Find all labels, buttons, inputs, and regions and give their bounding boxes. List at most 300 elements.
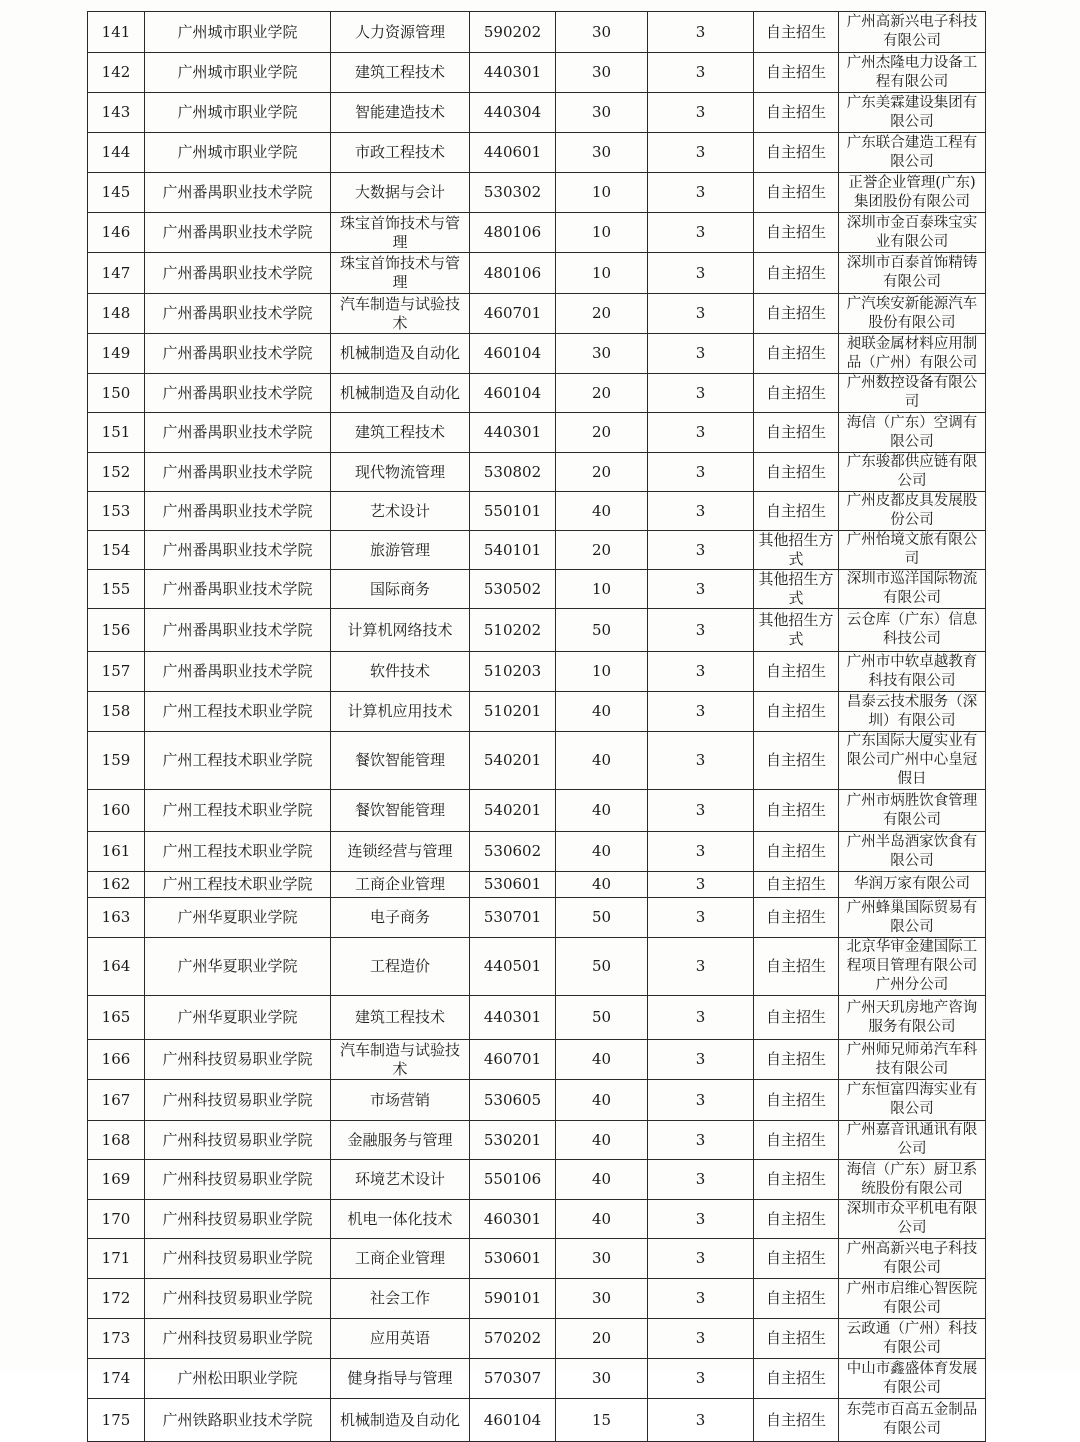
cell-school-name: 广州科技贸易职业学院	[145, 1080, 331, 1121]
cell-major-name: 国际商务	[331, 570, 470, 609]
cell-school-name: 广州科技贸易职业学院	[145, 1040, 331, 1080]
cell-partner-company: 云政通（广州）科技有限公司	[839, 1319, 986, 1359]
cell-school-name: 广州科技贸易职业学院	[145, 1200, 331, 1239]
cell-major-name: 连锁经营与管理	[331, 832, 470, 872]
cell-school-name: 广州番禺职业技术学院	[145, 492, 331, 531]
cell-enrollment-plan: 30	[556, 1359, 648, 1399]
cell-serial-number: 175	[88, 1399, 145, 1442]
cell-major-name: 旅游管理	[331, 531, 470, 570]
table-row	[88, 609, 986, 652]
cell-enrollment-plan: 40	[556, 1200, 648, 1239]
cell-serial-number: 174	[88, 1359, 145, 1399]
cell-serial-number: 147	[88, 253, 145, 294]
cell-enrollment-method: 自主招生	[754, 1040, 839, 1080]
cell-enrollment-plan: 30	[556, 1239, 648, 1279]
cell-major-name: 市政工程技术	[331, 133, 470, 173]
cell-major-name: 人力资源管理	[331, 12, 470, 53]
table-row	[88, 1239, 986, 1279]
cell-enrollment-method: 自主招生	[754, 898, 839, 938]
cell-enrollment-plan: 40	[556, 492, 648, 531]
cell-partner-company: 昌泰云技术服务（深圳）有限公司	[839, 692, 986, 732]
cell-partner-company: 广州数控设备有限公司	[839, 374, 986, 413]
cell-school-name: 广州番禺职业技术学院	[145, 173, 331, 213]
cell-major-code: 440301	[470, 413, 556, 453]
cell-enrollment-plan: 40	[556, 790, 648, 832]
cell-enrollment-method: 自主招生	[754, 1359, 839, 1399]
cell-partner-company: 广州皮都皮具发展股份公司	[839, 492, 986, 531]
cell-enrollment-plan: 30	[556, 53, 648, 93]
cell-enrollment-plan: 15	[556, 1399, 648, 1442]
cell-study-years: 3	[648, 609, 754, 652]
table-row	[88, 872, 986, 898]
cell-major-code: 440304	[470, 93, 556, 133]
table-row	[88, 1121, 986, 1160]
cell-partner-company: 广州市中软卓越教育科技有限公司	[839, 652, 986, 692]
cell-serial-number: 157	[88, 652, 145, 692]
cell-school-name: 广州科技贸易职业学院	[145, 1319, 331, 1359]
cell-enrollment-method: 自主招生	[754, 253, 839, 294]
cell-enrollment-plan: 40	[556, 732, 648, 790]
cell-partner-company: 海信（广东）空调有限公司	[839, 413, 986, 453]
cell-serial-number: 149	[88, 334, 145, 374]
cell-partner-company: 北京华审金建国际工程项目管理有限公司广州分公司	[839, 938, 986, 996]
cell-school-name: 广州华夏职业学院	[145, 938, 331, 996]
cell-serial-number: 155	[88, 570, 145, 609]
table-row	[88, 1319, 986, 1359]
cell-enrollment-method: 自主招生	[754, 1160, 839, 1200]
cell-study-years: 3	[648, 294, 754, 334]
cell-partner-company: 广州高新兴电子科技有限公司	[839, 1239, 986, 1279]
cell-school-name: 广州城市职业学院	[145, 53, 331, 93]
cell-enrollment-method: 其他招生方式	[754, 609, 839, 652]
cell-study-years: 3	[648, 872, 754, 898]
cell-major-code: 530601	[470, 872, 556, 898]
cell-study-years: 3	[648, 938, 754, 996]
cell-enrollment-method: 自主招生	[754, 1080, 839, 1121]
cell-school-name: 广州科技贸易职业学院	[145, 1121, 331, 1160]
cell-enrollment-method: 自主招生	[754, 1239, 839, 1279]
cell-major-name: 工商企业管理	[331, 1239, 470, 1279]
cell-serial-number: 143	[88, 93, 145, 133]
cell-study-years: 3	[648, 1160, 754, 1200]
table-row	[88, 213, 986, 253]
cell-enrollment-plan: 40	[556, 1040, 648, 1080]
cell-major-name: 工商企业管理	[331, 872, 470, 898]
cell-school-name: 广州番禺职业技术学院	[145, 294, 331, 334]
cell-enrollment-method: 自主招生	[754, 1319, 839, 1359]
cell-serial-number: 171	[88, 1239, 145, 1279]
cell-major-code: 590202	[470, 12, 556, 53]
cell-major-code: 550106	[470, 1160, 556, 1200]
cell-major-code: 530601	[470, 1239, 556, 1279]
cell-study-years: 3	[648, 374, 754, 413]
cell-major-name: 机械制造及自动化	[331, 334, 470, 374]
cell-serial-number: 160	[88, 790, 145, 832]
cell-serial-number: 165	[88, 996, 145, 1040]
cell-enrollment-plan: 40	[556, 1080, 648, 1121]
cell-study-years: 3	[648, 133, 754, 173]
cell-serial-number: 154	[88, 531, 145, 570]
cell-school-name: 广州城市职业学院	[145, 93, 331, 133]
table-row	[88, 692, 986, 732]
cell-major-code: 460104	[470, 334, 556, 374]
cell-enrollment-plan: 50	[556, 938, 648, 996]
cell-school-name: 广州工程技术职业学院	[145, 872, 331, 898]
cell-school-name: 广州番禺职业技术学院	[145, 652, 331, 692]
table-row	[88, 898, 986, 938]
table-row	[88, 453, 986, 492]
cell-enrollment-plan: 20	[556, 453, 648, 492]
table-row	[88, 1399, 986, 1442]
cell-school-name: 广州华夏职业学院	[145, 996, 331, 1040]
cell-major-code: 590101	[470, 1279, 556, 1319]
cell-enrollment-plan: 30	[556, 1279, 648, 1319]
cell-school-name: 广州番禺职业技术学院	[145, 570, 331, 609]
cell-major-name: 社会工作	[331, 1279, 470, 1319]
cell-major-code: 530201	[470, 1121, 556, 1160]
cell-partner-company: 广州蜂巢国际贸易有限公司	[839, 898, 986, 938]
cell-enrollment-method: 自主招生	[754, 294, 839, 334]
cell-partner-company: 东莞市百高五金制品有限公司	[839, 1399, 986, 1442]
cell-partner-company: 正誉企业管理(广东)集团股份有限公司	[839, 173, 986, 213]
cell-enrollment-plan: 10	[556, 213, 648, 253]
cell-partner-company: 广东美霖建设集团有限公司	[839, 93, 986, 133]
cell-major-name: 餐饮智能管理	[331, 732, 470, 790]
cell-enrollment-method: 自主招生	[754, 872, 839, 898]
cell-major-code: 460701	[470, 1040, 556, 1080]
cell-school-name: 广州工程技术职业学院	[145, 732, 331, 790]
cell-study-years: 3	[648, 1279, 754, 1319]
cell-study-years: 3	[648, 253, 754, 294]
cell-study-years: 3	[648, 213, 754, 253]
cell-study-years: 3	[648, 1399, 754, 1442]
cell-enrollment-method: 自主招生	[754, 832, 839, 872]
cell-serial-number: 148	[88, 294, 145, 334]
cell-study-years: 3	[648, 1121, 754, 1160]
cell-serial-number: 161	[88, 832, 145, 872]
cell-major-name: 建筑工程技术	[331, 996, 470, 1040]
cell-serial-number: 152	[88, 453, 145, 492]
cell-major-name: 机械制造及自动化	[331, 1399, 470, 1442]
cell-enrollment-plan: 40	[556, 872, 648, 898]
cell-major-name: 环境艺术设计	[331, 1160, 470, 1200]
cell-study-years: 3	[648, 492, 754, 531]
cell-enrollment-plan: 20	[556, 413, 648, 453]
cell-major-code: 570307	[470, 1359, 556, 1399]
enrollment-table-body	[88, 12, 986, 1442]
cell-partner-company: 深圳市众平机电有限公司	[839, 1200, 986, 1239]
cell-major-code: 460104	[470, 374, 556, 413]
table-row	[88, 1040, 986, 1080]
cell-serial-number: 164	[88, 938, 145, 996]
cell-serial-number: 173	[88, 1319, 145, 1359]
cell-study-years: 3	[648, 413, 754, 453]
cell-serial-number: 169	[88, 1160, 145, 1200]
cell-serial-number: 150	[88, 374, 145, 413]
cell-major-code: 550101	[470, 492, 556, 531]
cell-serial-number: 145	[88, 173, 145, 213]
cell-major-code: 530602	[470, 832, 556, 872]
cell-major-code: 530605	[470, 1080, 556, 1121]
cell-enrollment-method: 自主招生	[754, 133, 839, 173]
cell-enrollment-method: 自主招生	[754, 374, 839, 413]
cell-study-years: 3	[648, 996, 754, 1040]
cell-major-name: 软件技术	[331, 652, 470, 692]
cell-school-name: 广州城市职业学院	[145, 133, 331, 173]
cell-serial-number: 153	[88, 492, 145, 531]
cell-major-code: 510202	[470, 609, 556, 652]
cell-serial-number: 144	[88, 133, 145, 173]
table-row	[88, 374, 986, 413]
cell-major-name: 电子商务	[331, 898, 470, 938]
cell-study-years: 3	[648, 732, 754, 790]
cell-major-code: 440301	[470, 53, 556, 93]
cell-serial-number: 172	[88, 1279, 145, 1319]
cell-study-years: 3	[648, 652, 754, 692]
cell-partner-company: 广州杰隆电力设备工程有限公司	[839, 53, 986, 93]
cell-partner-company: 广州半岛酒家饮食有限公司	[839, 832, 986, 872]
cell-study-years: 3	[648, 1200, 754, 1239]
cell-school-name: 广州科技贸易职业学院	[145, 1160, 331, 1200]
table-row	[88, 253, 986, 294]
cell-study-years: 3	[648, 898, 754, 938]
cell-study-years: 3	[648, 1040, 754, 1080]
cell-serial-number: 141	[88, 12, 145, 53]
cell-serial-number: 142	[88, 53, 145, 93]
table-row	[88, 12, 986, 53]
cell-enrollment-method: 自主招生	[754, 173, 839, 213]
cell-major-name: 建筑工程技术	[331, 53, 470, 93]
cell-partner-company: 深圳市巡洋国际物流有限公司	[839, 570, 986, 609]
cell-enrollment-plan: 30	[556, 133, 648, 173]
table-row	[88, 294, 986, 334]
cell-study-years: 3	[648, 173, 754, 213]
cell-study-years: 3	[648, 1080, 754, 1121]
cell-enrollment-plan: 10	[556, 173, 648, 213]
cell-serial-number: 167	[88, 1080, 145, 1121]
cell-enrollment-method: 其他招生方式	[754, 570, 839, 609]
cell-school-name: 广州城市职业学院	[145, 12, 331, 53]
cell-major-name: 珠宝首饰技术与管理	[331, 213, 470, 253]
cell-major-code: 540101	[470, 531, 556, 570]
cell-major-name: 现代物流管理	[331, 453, 470, 492]
cell-major-code: 530502	[470, 570, 556, 609]
table-row	[88, 334, 986, 374]
cell-major-code: 460301	[470, 1200, 556, 1239]
table-row	[88, 413, 986, 453]
cell-serial-number: 159	[88, 732, 145, 790]
cell-school-name: 广州工程技术职业学院	[145, 832, 331, 872]
cell-serial-number: 170	[88, 1200, 145, 1239]
cell-major-name: 汽车制造与试验技术	[331, 294, 470, 334]
cell-enrollment-plan: 20	[556, 374, 648, 413]
cell-school-name: 广州番禺职业技术学院	[145, 374, 331, 413]
cell-major-name: 汽车制造与试验技术	[331, 1040, 470, 1080]
cell-major-name: 市场营销	[331, 1080, 470, 1121]
cell-serial-number: 158	[88, 692, 145, 732]
cell-major-name: 珠宝首饰技术与管理	[331, 253, 470, 294]
cell-partner-company: 广州嘉音讯通讯有限公司	[839, 1121, 986, 1160]
cell-enrollment-plan: 40	[556, 692, 648, 732]
cell-major-code: 530701	[470, 898, 556, 938]
cell-partner-company: 广州天玑房地产咨询服务有限公司	[839, 996, 986, 1040]
cell-enrollment-plan: 50	[556, 996, 648, 1040]
cell-major-code: 460701	[470, 294, 556, 334]
cell-major-name: 健身指导与管理	[331, 1359, 470, 1399]
cell-major-name: 艺术设计	[331, 492, 470, 531]
cell-study-years: 3	[648, 1319, 754, 1359]
cell-enrollment-method: 其他招生方式	[754, 531, 839, 570]
cell-partner-company: 广汽埃安新能源汽车股份有限公司	[839, 294, 986, 334]
cell-study-years: 3	[648, 1239, 754, 1279]
cell-partner-company: 广州高新兴电子科技有限公司	[839, 12, 986, 53]
cell-school-name: 广州番禺职业技术学院	[145, 334, 331, 374]
cell-major-name: 智能建造技术	[331, 93, 470, 133]
cell-enrollment-plan: 20	[556, 531, 648, 570]
cell-enrollment-method: 自主招生	[754, 1121, 839, 1160]
cell-enrollment-method: 自主招生	[754, 1200, 839, 1239]
table-row	[88, 1279, 986, 1319]
cell-partner-company: 深圳市百泰首饰精铸有限公司	[839, 253, 986, 294]
enrollment-table	[87, 11, 986, 1442]
cell-serial-number: 163	[88, 898, 145, 938]
cell-enrollment-plan: 20	[556, 1319, 648, 1359]
cell-serial-number: 151	[88, 413, 145, 453]
cell-enrollment-method: 自主招生	[754, 996, 839, 1040]
cell-partner-company: 广东恒富四海实业有限公司	[839, 1080, 986, 1121]
cell-enrollment-plan: 50	[556, 898, 648, 938]
cell-serial-number: 156	[88, 609, 145, 652]
cell-study-years: 3	[648, 790, 754, 832]
cell-partner-company: 海信（广东）厨卫系统股份有限公司	[839, 1160, 986, 1200]
cell-enrollment-method: 自主招生	[754, 692, 839, 732]
cell-partner-company: 广州市启维心智医院有限公司	[839, 1279, 986, 1319]
table-row	[88, 1160, 986, 1200]
table-row	[88, 1080, 986, 1121]
cell-partner-company: 中山市鑫盛体育发展有限公司	[839, 1359, 986, 1399]
cell-major-name: 大数据与会计	[331, 173, 470, 213]
cell-enrollment-method: 自主招生	[754, 413, 839, 453]
cell-major-code: 440501	[470, 938, 556, 996]
cell-school-name: 广州番禺职业技术学院	[145, 213, 331, 253]
cell-major-code: 480106	[470, 253, 556, 294]
cell-partner-company: 广东联合建造工程有限公司	[839, 133, 986, 173]
cell-study-years: 3	[648, 570, 754, 609]
table-row	[88, 1359, 986, 1399]
cell-school-name: 广州番禺职业技术学院	[145, 253, 331, 294]
cell-enrollment-plan: 20	[556, 294, 648, 334]
cell-study-years: 3	[648, 334, 754, 374]
cell-serial-number: 166	[88, 1040, 145, 1080]
cell-enrollment-method: 自主招生	[754, 790, 839, 832]
cell-partner-company: 广州怡境文旅有限公司	[839, 531, 986, 570]
cell-school-name: 广州番禺职业技术学院	[145, 531, 331, 570]
cell-major-code: 540201	[470, 790, 556, 832]
cell-school-name: 广州松田职业学院	[145, 1359, 331, 1399]
table-row	[88, 832, 986, 872]
cell-partner-company: 深圳市金百泰珠宝实业有限公司	[839, 213, 986, 253]
cell-study-years: 3	[648, 531, 754, 570]
cell-enrollment-method: 自主招生	[754, 453, 839, 492]
cell-major-name: 计算机应用技术	[331, 692, 470, 732]
cell-enrollment-method: 自主招生	[754, 1279, 839, 1319]
cell-major-code: 510201	[470, 692, 556, 732]
cell-major-code: 510203	[470, 652, 556, 692]
cell-major-code: 530802	[470, 453, 556, 492]
table-row	[88, 133, 986, 173]
cell-enrollment-plan: 40	[556, 1160, 648, 1200]
table-row	[88, 938, 986, 996]
cell-partner-company: 广东国际大厦实业有限公司广州中心皇冠假日	[839, 732, 986, 790]
cell-serial-number: 162	[88, 872, 145, 898]
cell-major-name: 计算机网络技术	[331, 609, 470, 652]
table-row	[88, 570, 986, 609]
cell-enrollment-plan: 10	[556, 652, 648, 692]
cell-school-name: 广州工程技术职业学院	[145, 692, 331, 732]
cell-enrollment-method: 自主招生	[754, 938, 839, 996]
cell-school-name: 广州科技贸易职业学院	[145, 1239, 331, 1279]
cell-enrollment-method: 自主招生	[754, 492, 839, 531]
cell-major-name: 机电一体化技术	[331, 1200, 470, 1239]
cell-major-code: 530302	[470, 173, 556, 213]
cell-study-years: 3	[648, 1359, 754, 1399]
table-row	[88, 1200, 986, 1239]
cell-major-name: 工程造价	[331, 938, 470, 996]
cell-study-years: 3	[648, 832, 754, 872]
cell-enrollment-method: 自主招生	[754, 53, 839, 93]
table-row	[88, 790, 986, 832]
cell-major-code: 440301	[470, 996, 556, 1040]
cell-enrollment-plan: 30	[556, 334, 648, 374]
table-row	[88, 732, 986, 790]
cell-partner-company: 广州市炳胜饮食管理有限公司	[839, 790, 986, 832]
cell-enrollment-plan: 30	[556, 93, 648, 133]
cell-major-code: 540201	[470, 732, 556, 790]
cell-enrollment-method: 自主招生	[754, 652, 839, 692]
cell-major-name: 机械制造及自动化	[331, 374, 470, 413]
cell-major-code: 480106	[470, 213, 556, 253]
table-row	[88, 531, 986, 570]
cell-enrollment-method: 自主招生	[754, 12, 839, 53]
cell-enrollment-plan: 30	[556, 12, 648, 53]
cell-enrollment-plan: 40	[556, 1121, 648, 1160]
cell-major-name: 金融服务与管理	[331, 1121, 470, 1160]
cell-major-name: 建筑工程技术	[331, 413, 470, 453]
cell-enrollment-method: 自主招生	[754, 93, 839, 133]
cell-enrollment-plan: 40	[556, 832, 648, 872]
cell-study-years: 3	[648, 93, 754, 133]
cell-partner-company: 广东骏都供应链有限公司	[839, 453, 986, 492]
cell-school-name: 广州番禺职业技术学院	[145, 453, 331, 492]
table-row	[88, 173, 986, 213]
cell-enrollment-method: 自主招生	[754, 732, 839, 790]
cell-enrollment-plan: 10	[556, 570, 648, 609]
cell-school-name: 广州科技贸易职业学院	[145, 1279, 331, 1319]
cell-major-code: 570202	[470, 1319, 556, 1359]
table-row	[88, 996, 986, 1040]
cell-study-years: 3	[648, 692, 754, 732]
cell-enrollment-plan: 50	[556, 609, 648, 652]
cell-study-years: 3	[648, 453, 754, 492]
table-row	[88, 93, 986, 133]
cell-study-years: 3	[648, 12, 754, 53]
table-row	[88, 652, 986, 692]
cell-major-name: 餐饮智能管理	[331, 790, 470, 832]
cell-serial-number: 146	[88, 213, 145, 253]
table-row	[88, 53, 986, 93]
cell-enrollment-plan: 10	[556, 253, 648, 294]
cell-school-name: 广州华夏职业学院	[145, 898, 331, 938]
